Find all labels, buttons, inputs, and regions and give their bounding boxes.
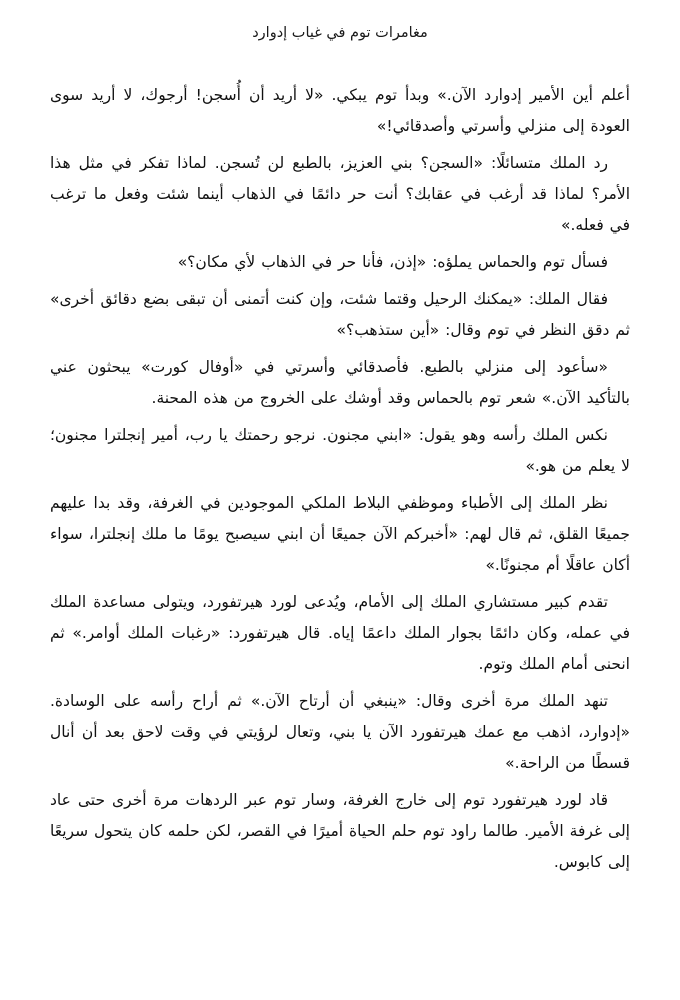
paragraph: أعلم أين الأمير إدوارد الآن.» وبدأ توم يبكي. «لا أريد أن أُسجن! أرجوك، لا أريد سوى العودة إلى منزلي وأسرتي وأصدقائي!» (50, 86, 630, 135)
paragraph: نظر الملك إلى الأطباء وموظفي البلاط الملكي الموجودين في الغرفة، وقد بدا عليهم جميعًا القلق، ثم قال لهم: «أخبركم الآن جميعًا أن ابني سيصبح يومًا ما ملك إنجلترا، سواء أكان عاقلًا أم مجنونًا.» (50, 494, 630, 574)
paragraph: فسأل توم والحماس يملؤه: «إذن، فأنا حر في الذهاب لأي مكان؟» (177, 253, 608, 271)
paragraph: فقال الملك: «يمكنك الرحيل وقتما شئت، وإن كنت أتمنى أن تبقى بضع دقائق أخرى» ثم دقق النظر في توم وقال: «أين ستذهب؟» (50, 290, 630, 339)
paragraph: قاد لورد هيرتفورد توم إلى خارج الغرفة، وسار توم عبر الردهات مرة أخرى حتى عاد إلى غرفة الأمير. طالما راود توم حلم الحياة أميرًا في القصر، لكن حلمه كان يتحول سريعًا إلى كابوس. (50, 791, 630, 871)
body-text (50, 80, 630, 878)
paragraph: رد الملك متسائلًا: «السجن؟ بني العزيز، بالطبع لن تُسجن. لماذا تفكر في مثل هذا الأمر؟ لماذا قد أرغب في عقابك؟ أنت حر دائمًا في الذهاب أينما شئت وفعل ما ترغب في فعله.» (50, 154, 630, 234)
paragraph: «سأعود إلى منزلي بالطبع. فأصدقائي وأسرتي في «أوفال كورت» يبحثون عني بالتأكيد الآن.» شعر توم بالحماس وقد أوشك على الخروج من هذه المحنة. (50, 358, 630, 407)
paragraph: تنهد الملك مرة أخرى وقال: «ينبغي أن أرتاح الآن.» ثم أراح رأسه على الوسادة. «إدوارد، اذهب مع عمك هيرتفورد الآن يا بني، وتعال لرؤيتي في وقت لاحق بعد أن أنال قسطًا من الراحة.» (50, 692, 630, 772)
running-header: مغامرات توم في غياب إدوارد (252, 25, 428, 41)
paragraph: نكس الملك رأسه وهو يقول: «ابني مجنون. نرجو رحمتك يا رب، أمير إنجلترا مجنون؛ لا يعلم من هو.» (50, 426, 630, 475)
paragraph: تقدم كبير مستشاري الملك إلى الأمام، ويُدعى لورد هيرتفورد، ويتولى مساعدة الملك في عمله، وكان دائمًا بجوار الملك داعمًا إياه. قال هيرتفورد: «رغبات الملك أوامر.» ثم انحنى أمام الملك وتوم. (50, 593, 630, 673)
